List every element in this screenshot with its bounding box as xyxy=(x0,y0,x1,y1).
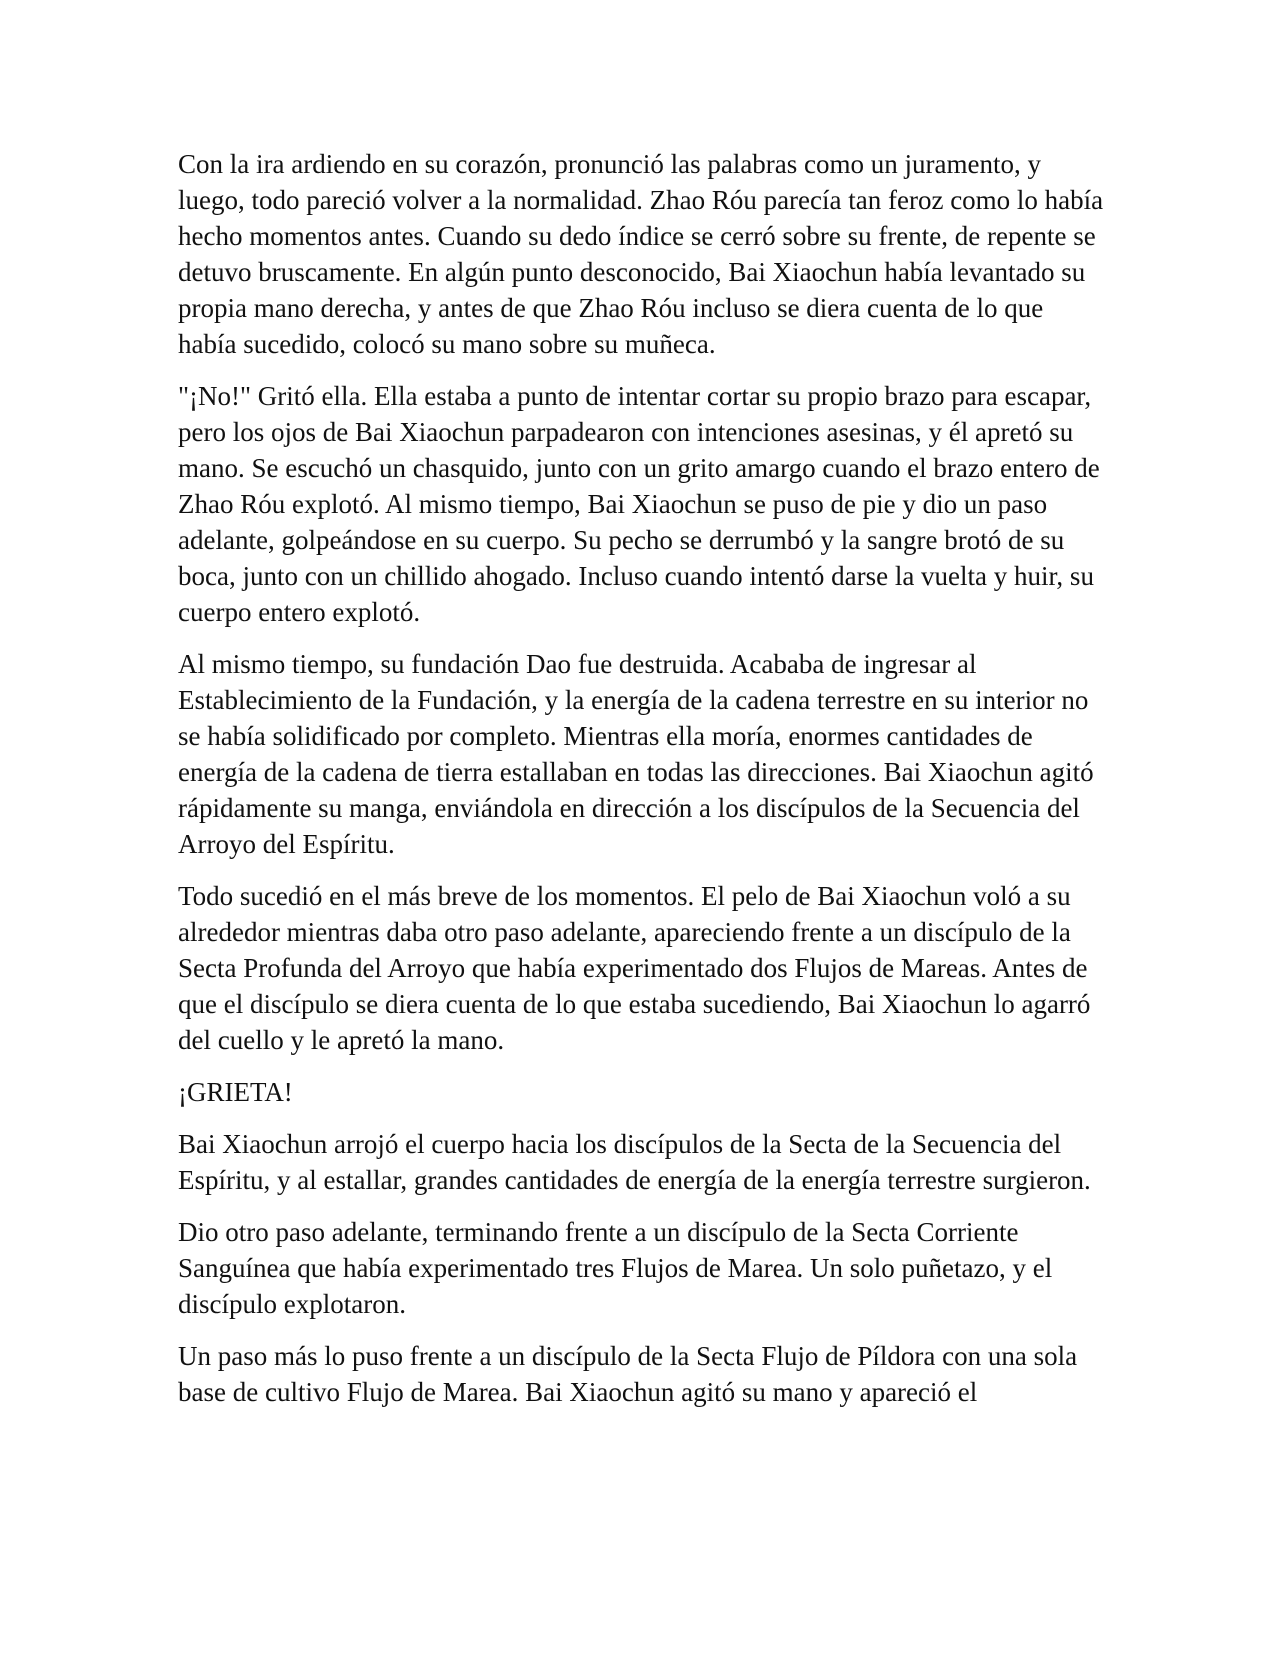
paragraph: ¡GRIETA! xyxy=(178,1077,293,1107)
paragraph: Bai Xiaochun arrojó el cuerpo hacia los discípulos de la Secta de la Secuencia del Espíritu, y al estallar, grandes cantidades de energía de la energía terrestre surgieron. xyxy=(178,1129,1091,1195)
document-body xyxy=(178,146,1108,1410)
paragraph: Dio otro paso adelante, terminando frente a un discípulo de la Secta Corriente Sanguínea que había experimentado tres Flujos de Marea. Un solo puñetazo, y el discípulo explotaron. xyxy=(178,1217,1053,1319)
paragraph: Con la ira ardiendo en su corazón, pronunció las palabras como un juramento, y luego, todo pareció volver a la normalidad. Zhao Róu parecía tan feroz como lo había hecho momentos antes. Cuando su dedo índice se cerró sobre su frente, de repente se detuvo bruscamente. En algún punto desconocido, Bai Xiaochun había levantado su propia mano derecha, y antes de que Zhao Róu incluso se diera cuenta de lo que había sucedido, colocó su mano sobre su muñeca. xyxy=(178,149,1104,359)
paragraph: Al mismo tiempo, su fundación Dao fue destruida. Acababa de ingresar al Establecimiento de la Fundación, y la energía de la cadena terrestre en su interior no se había solidificado por completo. Mientras ella moría, enormes cantidades de energía de la cadena de tierra estallaban en todas las direcciones. Bai Xiaochun agitó rápidamente su manga, enviándola en dirección a los discípulos de la Secuencia del Arroyo del Espíritu. xyxy=(178,649,1094,859)
paragraph: Todo sucedió en el más breve de los momentos. El pelo de Bai Xiaochun voló a su alrededor mientras daba otro paso adelante, apareciendo frente a un discípulo de la Secta Profunda del Arroyo que había experimentado dos Flujos de Mareas. Antes de que el discípulo se diera cuenta de lo que estaba sucediendo, Bai Xiaochun lo agarró del cuello y le apretó la mano. xyxy=(178,881,1091,1055)
paragraph: Un paso más lo puso frente a un discípulo de la Secta Flujo de Píldora con una sola base de cultivo Flujo de Marea. Bai Xiaochun agitó su mano y apareció el xyxy=(178,1341,1078,1407)
paragraph: "¡No!" Gritó ella. Ella estaba a punto de intentar cortar su propio brazo para escapar, pero los ojos de Bai Xiaochun parpadearon con intenciones asesinas, y él apretó su mano. Se escuchó un chasquido, junto con un grito amargo cuando el brazo entero de Zhao Róu explotó. Al mismo tiempo, Bai Xiaochun se puso de pie y dio un paso adelante, golpeándose en su cuerpo. Su pecho se derrumbó y la sangre brotó de su boca, junto con un chillido ahogado. Incluso cuando intentó darse la vuelta y huir, su cuerpo entero explotó. xyxy=(178,381,1100,627)
